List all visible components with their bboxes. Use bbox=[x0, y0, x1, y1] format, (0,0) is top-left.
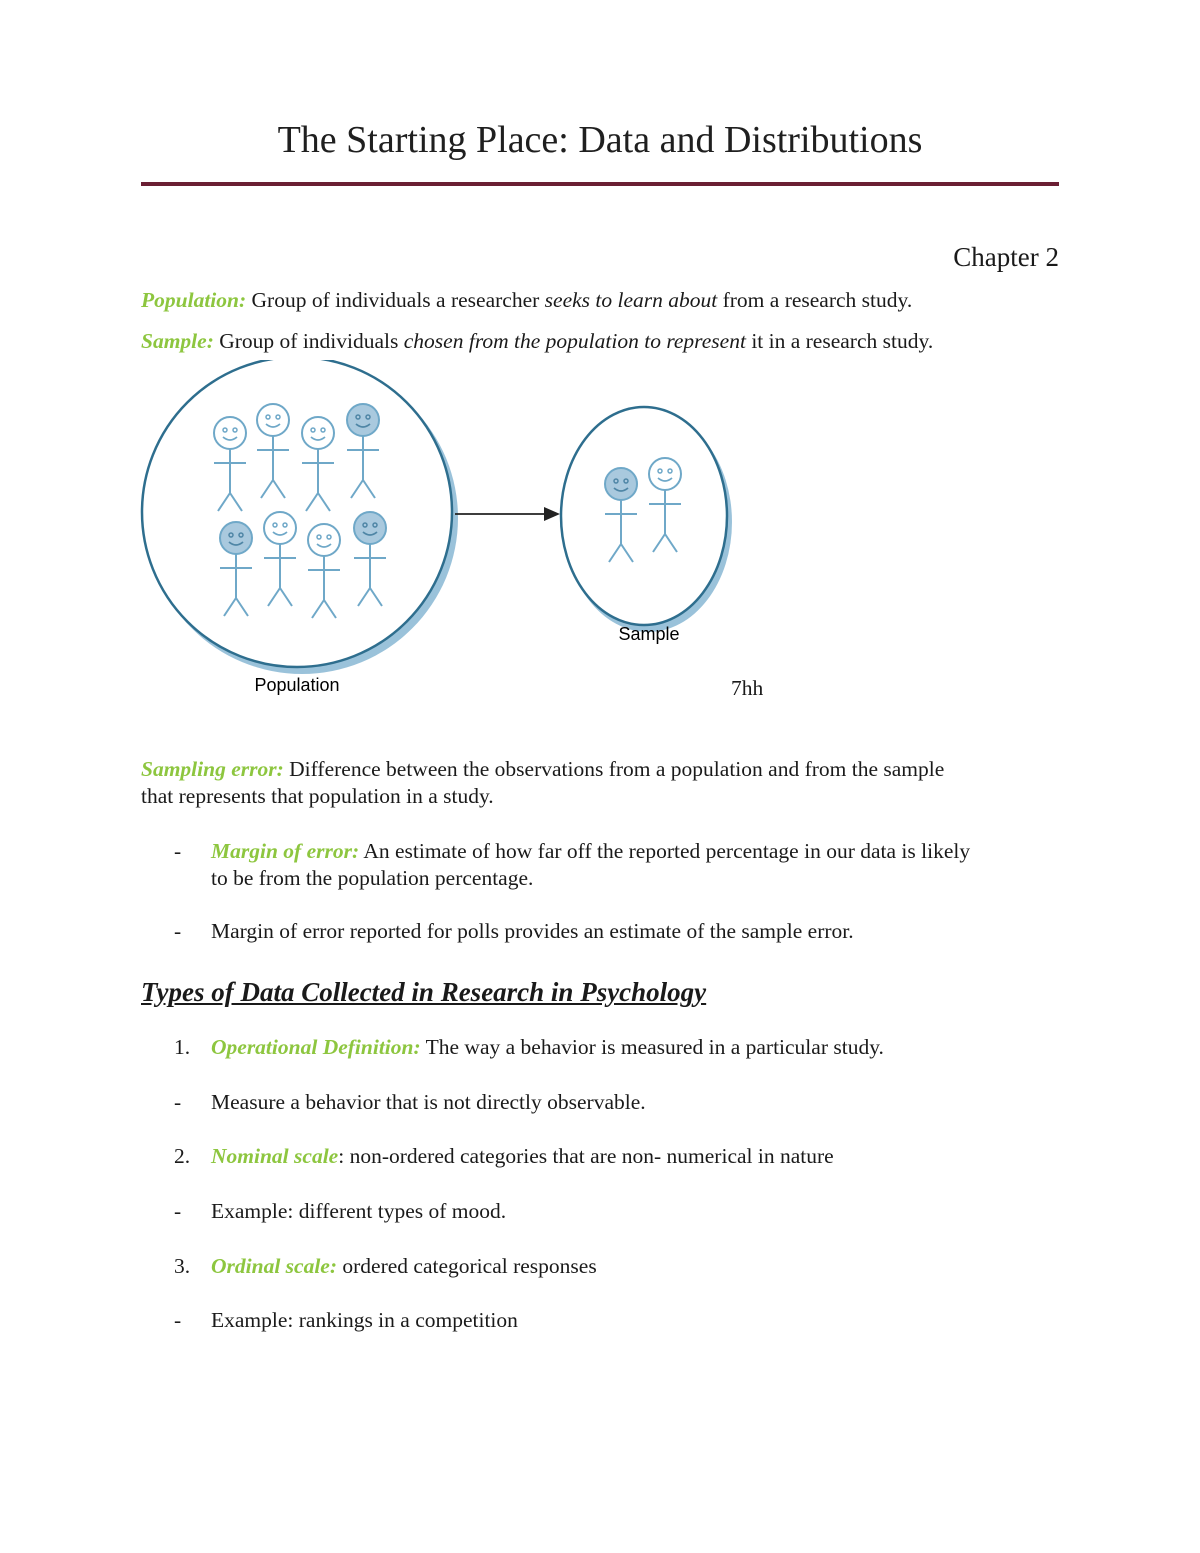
list-marker: 2. bbox=[174, 1144, 191, 1168]
list-item: Example: different types of mood. bbox=[211, 1199, 507, 1223]
operational-definition-term: Operational Definition: bbox=[211, 1035, 421, 1059]
margin-of-error-item: Margin of error: An estimate of how far off the reported percentage in our data is likely bbox=[211, 839, 971, 863]
sample-circle bbox=[561, 407, 727, 625]
list-marker: 1. bbox=[174, 1035, 191, 1059]
chapter-label: Chapter 2 bbox=[953, 242, 1059, 272]
sample-definition: Sample: Group of individuals chosen from the population to represent it in a research study. bbox=[141, 329, 934, 353]
arrow-head bbox=[544, 507, 560, 521]
sampling-error-continuation: that represents that population in a study. bbox=[141, 784, 494, 808]
margin-of-error-continuation: to be from the population percentage. bbox=[211, 866, 534, 890]
sample-term: Sample: bbox=[141, 329, 214, 353]
nominal-scale-term: Nominal scale bbox=[211, 1144, 339, 1168]
bullet-marker: - bbox=[174, 839, 182, 863]
section-heading: Types of Data Collected in Research in Psychology bbox=[141, 977, 707, 1007]
population-sample-figure bbox=[130, 360, 750, 710]
sampling-error-definition: Sampling error: Difference between the observations from a population and from the sample bbox=[141, 757, 945, 781]
margin-of-error-polls-item: Margin of error reported for polls provides an estimate of the sample error. bbox=[211, 919, 854, 943]
nominal-scale-item: Nominal scale: non-ordered categories that are non- numerical in nature bbox=[211, 1144, 834, 1168]
ordinal-scale-term: Ordinal scale: bbox=[211, 1254, 338, 1278]
page-title: The Starting Place: Data and Distributions bbox=[277, 119, 923, 161]
sampling-error-term: Sampling error: bbox=[141, 757, 284, 781]
list-item: Measure a behavior that is not directly observable. bbox=[211, 1090, 646, 1114]
title-divider bbox=[141, 182, 1059, 186]
list-marker: - bbox=[174, 1090, 182, 1114]
list-item: Example: rankings in a competition bbox=[211, 1308, 518, 1332]
sample-label: Sample bbox=[618, 624, 680, 644]
bullet-marker: - bbox=[174, 919, 182, 943]
list-marker: - bbox=[174, 1199, 182, 1223]
operational-definition-item: Operational Definition: The way a behavior is measured in a particular study. bbox=[211, 1035, 884, 1059]
list-marker: 3. bbox=[174, 1254, 191, 1278]
ordinal-scale-item: Ordinal scale: ordered categorical responses bbox=[211, 1254, 597, 1278]
population-label: Population bbox=[254, 675, 340, 695]
population-definition: Population: Group of individuals a researcher seeks to learn about from a research study. bbox=[141, 288, 913, 312]
population-circle bbox=[142, 360, 452, 667]
list-marker: - bbox=[174, 1308, 182, 1332]
margin-of-error-term: Margin of error: bbox=[211, 839, 360, 863]
population-term: Population: bbox=[141, 288, 247, 312]
figure-note: 7hh bbox=[731, 676, 764, 700]
